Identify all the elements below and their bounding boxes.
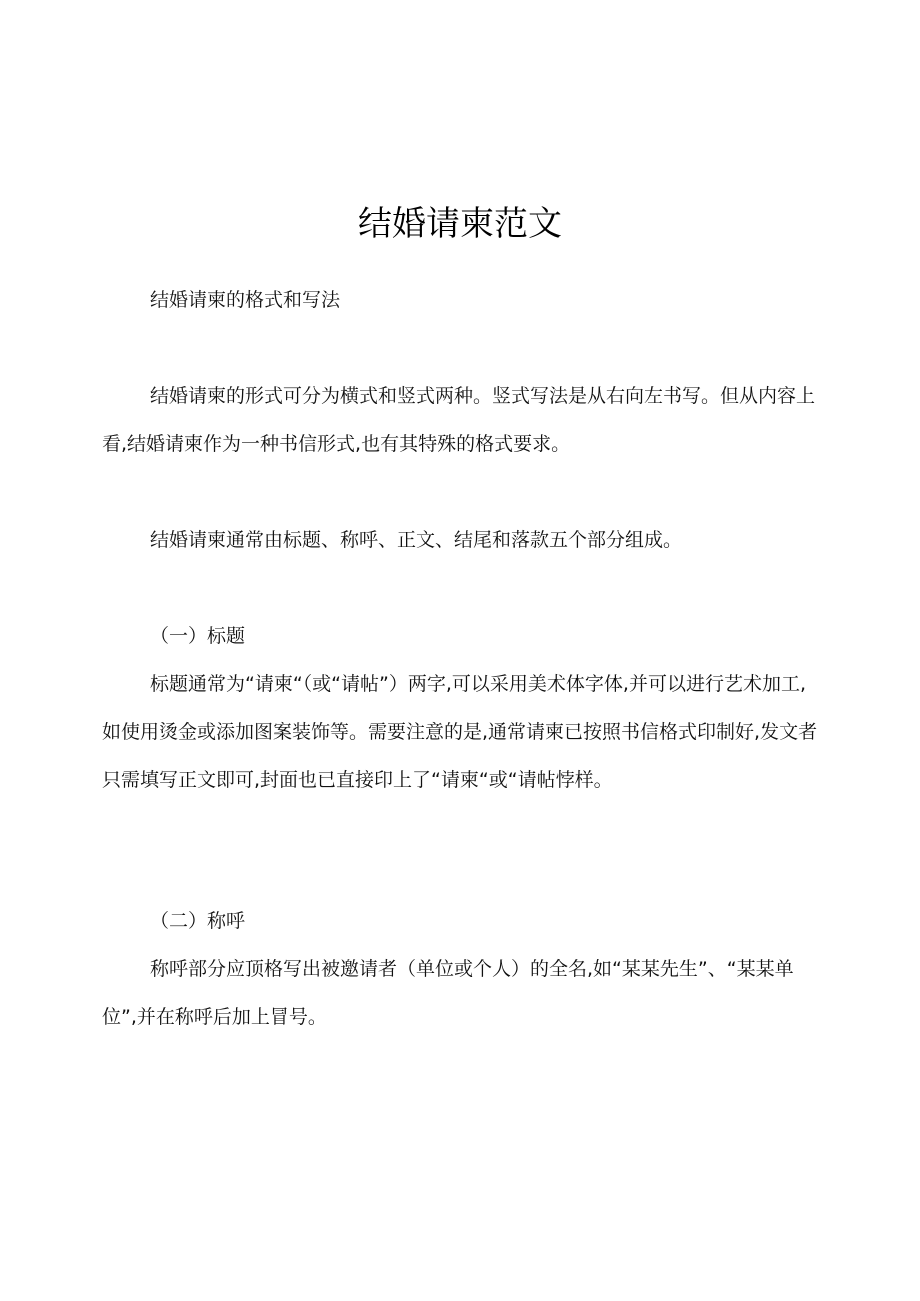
paragraph-components: 结婚请柬通常由标题、称呼、正文、结尾和落款五个部分组成。: [150, 529, 683, 551]
section-2-body: 称呼部分应顶格写出被邀请者（单位或个人）的全名,如“某某先生”、“某某单位”,并在称呼后加上冒号。: [102, 958, 794, 1028]
paragraph-format: 结婚请柬的形式可分为横式和竖式两种。竖式写法是从右向左书写。但从内容上看,结婚请柬作为一种书信形式,也有其特殊的格式要求。: [102, 385, 816, 455]
intro-heading: 结婚请柬的格式和写法: [150, 289, 341, 311]
document-title: 结婚请柬范文: [358, 203, 562, 244]
section-1-body: 标题通常为“请柬“（或“请帖”）两字,可以采用美术体字体,并可以进行艺术加工,如使用烫金或添加图案装饰等。需要注意的是,通常请柬已按照书信格式印制好,发文者只需填写正文即可,封面也已直接印上了“请柬“或“请帖悖样。: [102, 673, 818, 791]
section-1-heading: （一）标题: [150, 625, 246, 647]
section-2-heading: （二）称呼: [150, 910, 246, 932]
